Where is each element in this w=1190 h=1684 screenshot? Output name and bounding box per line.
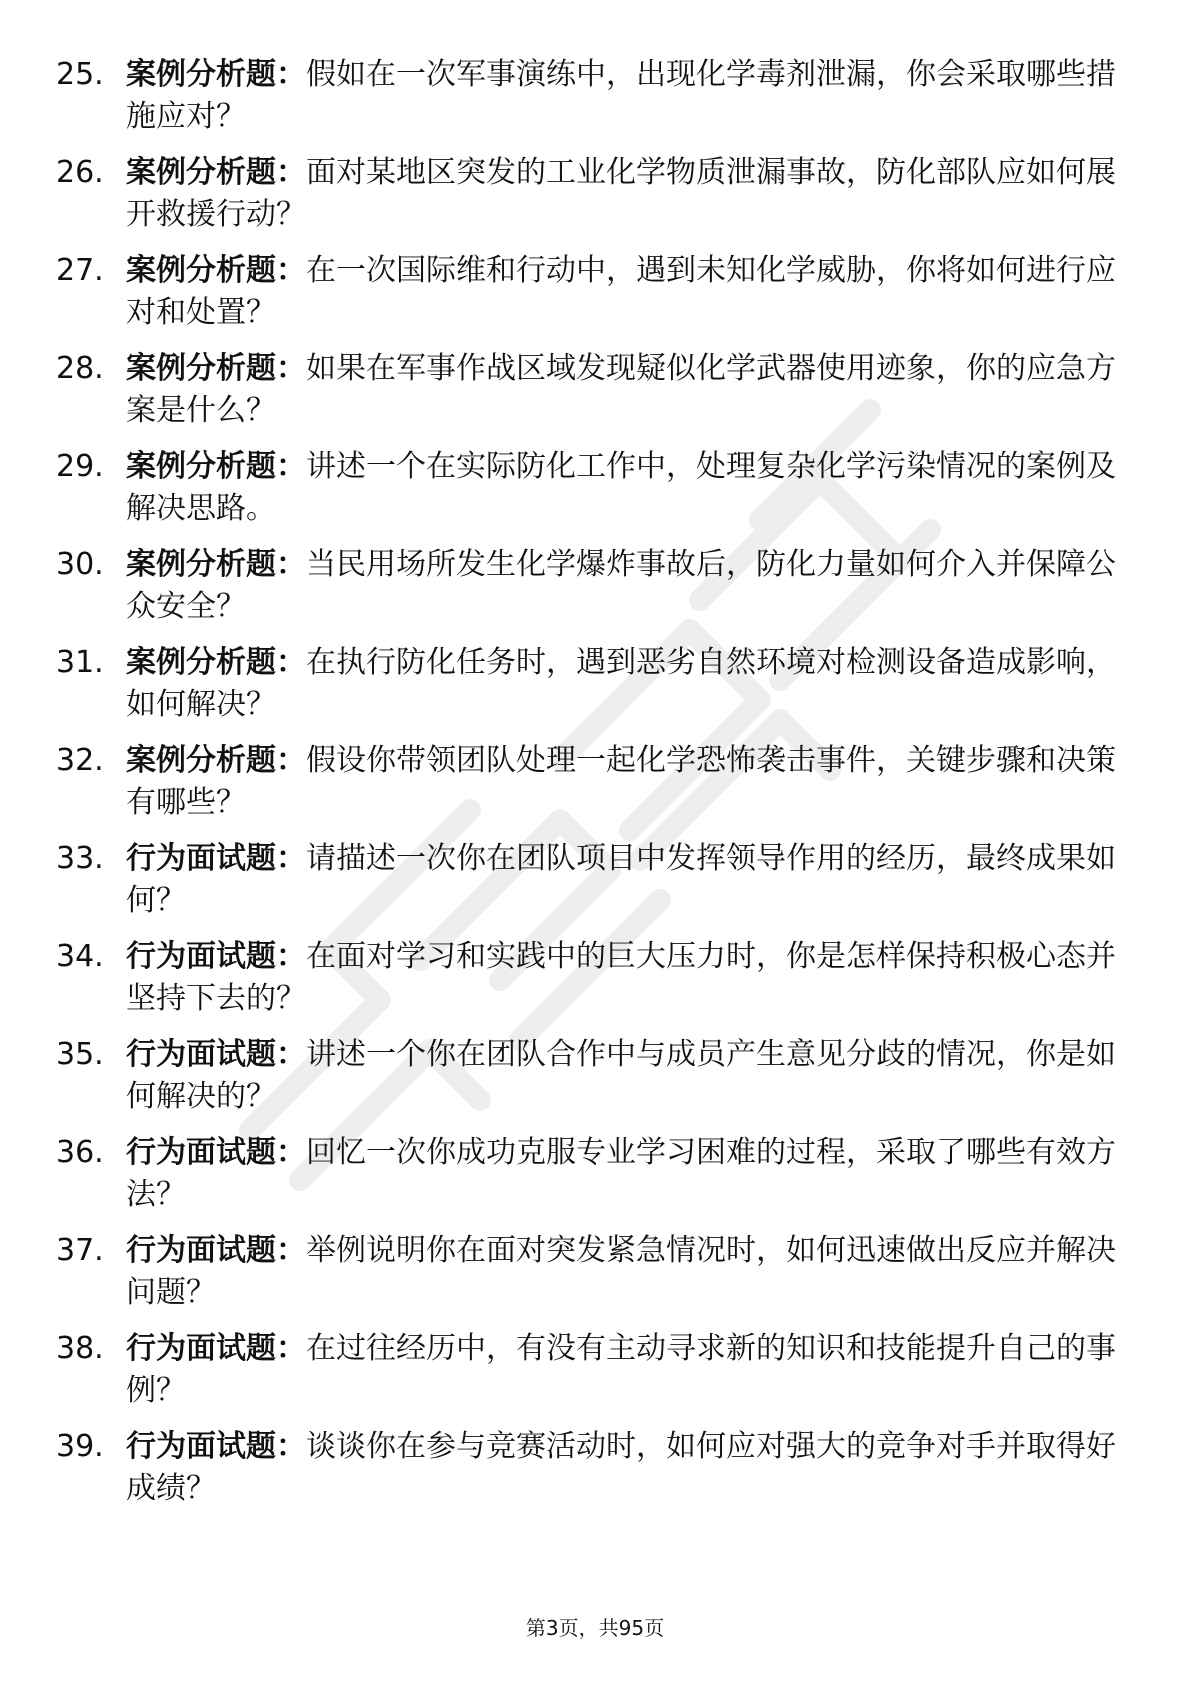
question-text (126, 54, 1126, 138)
question-text (126, 642, 1126, 726)
question-text (126, 152, 1126, 236)
question-text (126, 446, 1126, 530)
question-number: 31. (56, 645, 104, 680)
question-category: 案例分析题： (126, 743, 306, 778)
question-number: 37. (56, 1233, 104, 1268)
question-body: 假设你带领团队处理一起化学恐怖袭击事件，关键步骤和决策有哪些？ (126, 743, 1116, 820)
question-body: 如果在军事作战区域发现疑似化学武器使用迹象，你的应急方案是什么？ (126, 351, 1116, 428)
question-text (126, 250, 1126, 334)
question-body: 讲述一个你在团队合作中与成员产生意见分歧的情况，你是如何解决的？ (126, 1037, 1116, 1114)
question-body: 在面对学习和实践中的巨大压力时，你是怎样保持积极心态并坚持下去的？ (126, 939, 1116, 1016)
question-text (126, 936, 1126, 1020)
question-category: 行为面试题： (126, 1429, 306, 1464)
question-number: 39. (56, 1429, 104, 1464)
question-text (126, 544, 1126, 628)
question-item (0, 1426, 1190, 1524)
question-text (126, 1132, 1126, 1216)
question-item (0, 838, 1190, 936)
question-category: 案例分析题： (126, 57, 306, 92)
question-body: 谈谈你在参与竞赛活动时，如何应对强大的竞争对手并取得好成绩？ (126, 1429, 1116, 1506)
question-number: 35. (56, 1037, 104, 1072)
question-body: 在过往经历中，有没有主动寻求新的知识和技能提升自己的事例？ (126, 1331, 1116, 1408)
question-number: 30. (56, 547, 104, 582)
question-text (126, 838, 1126, 922)
question-item (0, 54, 1190, 152)
question-body: 当民用场所发生化学爆炸事故后，防化力量如何介入并保障公众安全？ (126, 547, 1116, 624)
question-item (0, 740, 1190, 838)
question-number: 34. (56, 939, 104, 974)
question-item (0, 348, 1190, 446)
question-list (0, 54, 1190, 1524)
question-item (0, 642, 1190, 740)
question-category: 行为面试题： (126, 841, 306, 876)
question-item (0, 544, 1190, 642)
question-item (0, 152, 1190, 250)
question-category: 案例分析题： (126, 449, 306, 484)
question-item (0, 936, 1190, 1034)
question-body: 面对某地区突发的工业化学物质泄漏事故，防化部队应如何展开救援行动？ (126, 155, 1116, 232)
question-body: 请描述一次你在团队项目中发挥领导作用的经历，最终成果如何？ (126, 841, 1116, 918)
question-item (0, 1328, 1190, 1426)
question-body: 讲述一个在实际防化工作中，处理复杂化学污染情况的案例及解决思路。 (126, 449, 1116, 526)
question-number: 26. (56, 155, 104, 190)
question-number: 27. (56, 253, 104, 288)
question-body: 在执行防化任务时，遇到恶劣自然环境对检测设备造成影响，如何解决？ (126, 645, 1116, 722)
question-text (126, 1328, 1126, 1412)
question-number: 38. (56, 1331, 104, 1366)
question-text (126, 348, 1126, 432)
question-number: 32. (56, 743, 104, 778)
question-body: 回忆一次你成功克服专业学习困难的过程，采取了哪些有效方法？ (126, 1135, 1116, 1212)
question-body: 假如在一次军事演练中，出现化学毒剂泄漏，你会采取哪些措施应对？ (126, 57, 1116, 134)
question-category: 案例分析题： (126, 547, 306, 582)
question-category: 行为面试题： (126, 1135, 306, 1170)
question-category: 行为面试题： (126, 1233, 306, 1268)
question-category: 案例分析题： (126, 645, 306, 680)
question-category: 行为面试题： (126, 1037, 306, 1072)
question-number: 25. (56, 57, 104, 92)
question-category: 案例分析题： (126, 253, 306, 288)
question-item (0, 1230, 1190, 1328)
question-category: 行为面试题： (126, 1331, 306, 1366)
question-number: 28. (56, 351, 104, 386)
question-number: 29. (56, 449, 104, 484)
question-text (126, 1426, 1126, 1510)
question-category: 案例分析题： (126, 351, 306, 386)
question-number: 36. (56, 1135, 104, 1170)
question-text (126, 1034, 1126, 1118)
question-text (126, 740, 1126, 824)
question-item (0, 1132, 1190, 1230)
question-item (0, 250, 1190, 348)
question-body: 举例说明你在面对突发紧急情况时，如何迅速做出反应并解决问题？ (126, 1233, 1116, 1310)
question-number: 33. (56, 841, 104, 876)
question-category: 行为面试题： (126, 939, 306, 974)
question-item (0, 446, 1190, 544)
question-item (0, 1034, 1190, 1132)
question-body: 在一次国际维和行动中，遇到未知化学威胁，你将如何进行应对和处置？ (126, 253, 1116, 330)
page-footer: 第3页，共95页 (525, 1616, 665, 1640)
question-category: 案例分析题： (126, 155, 306, 190)
question-text (126, 1230, 1126, 1314)
